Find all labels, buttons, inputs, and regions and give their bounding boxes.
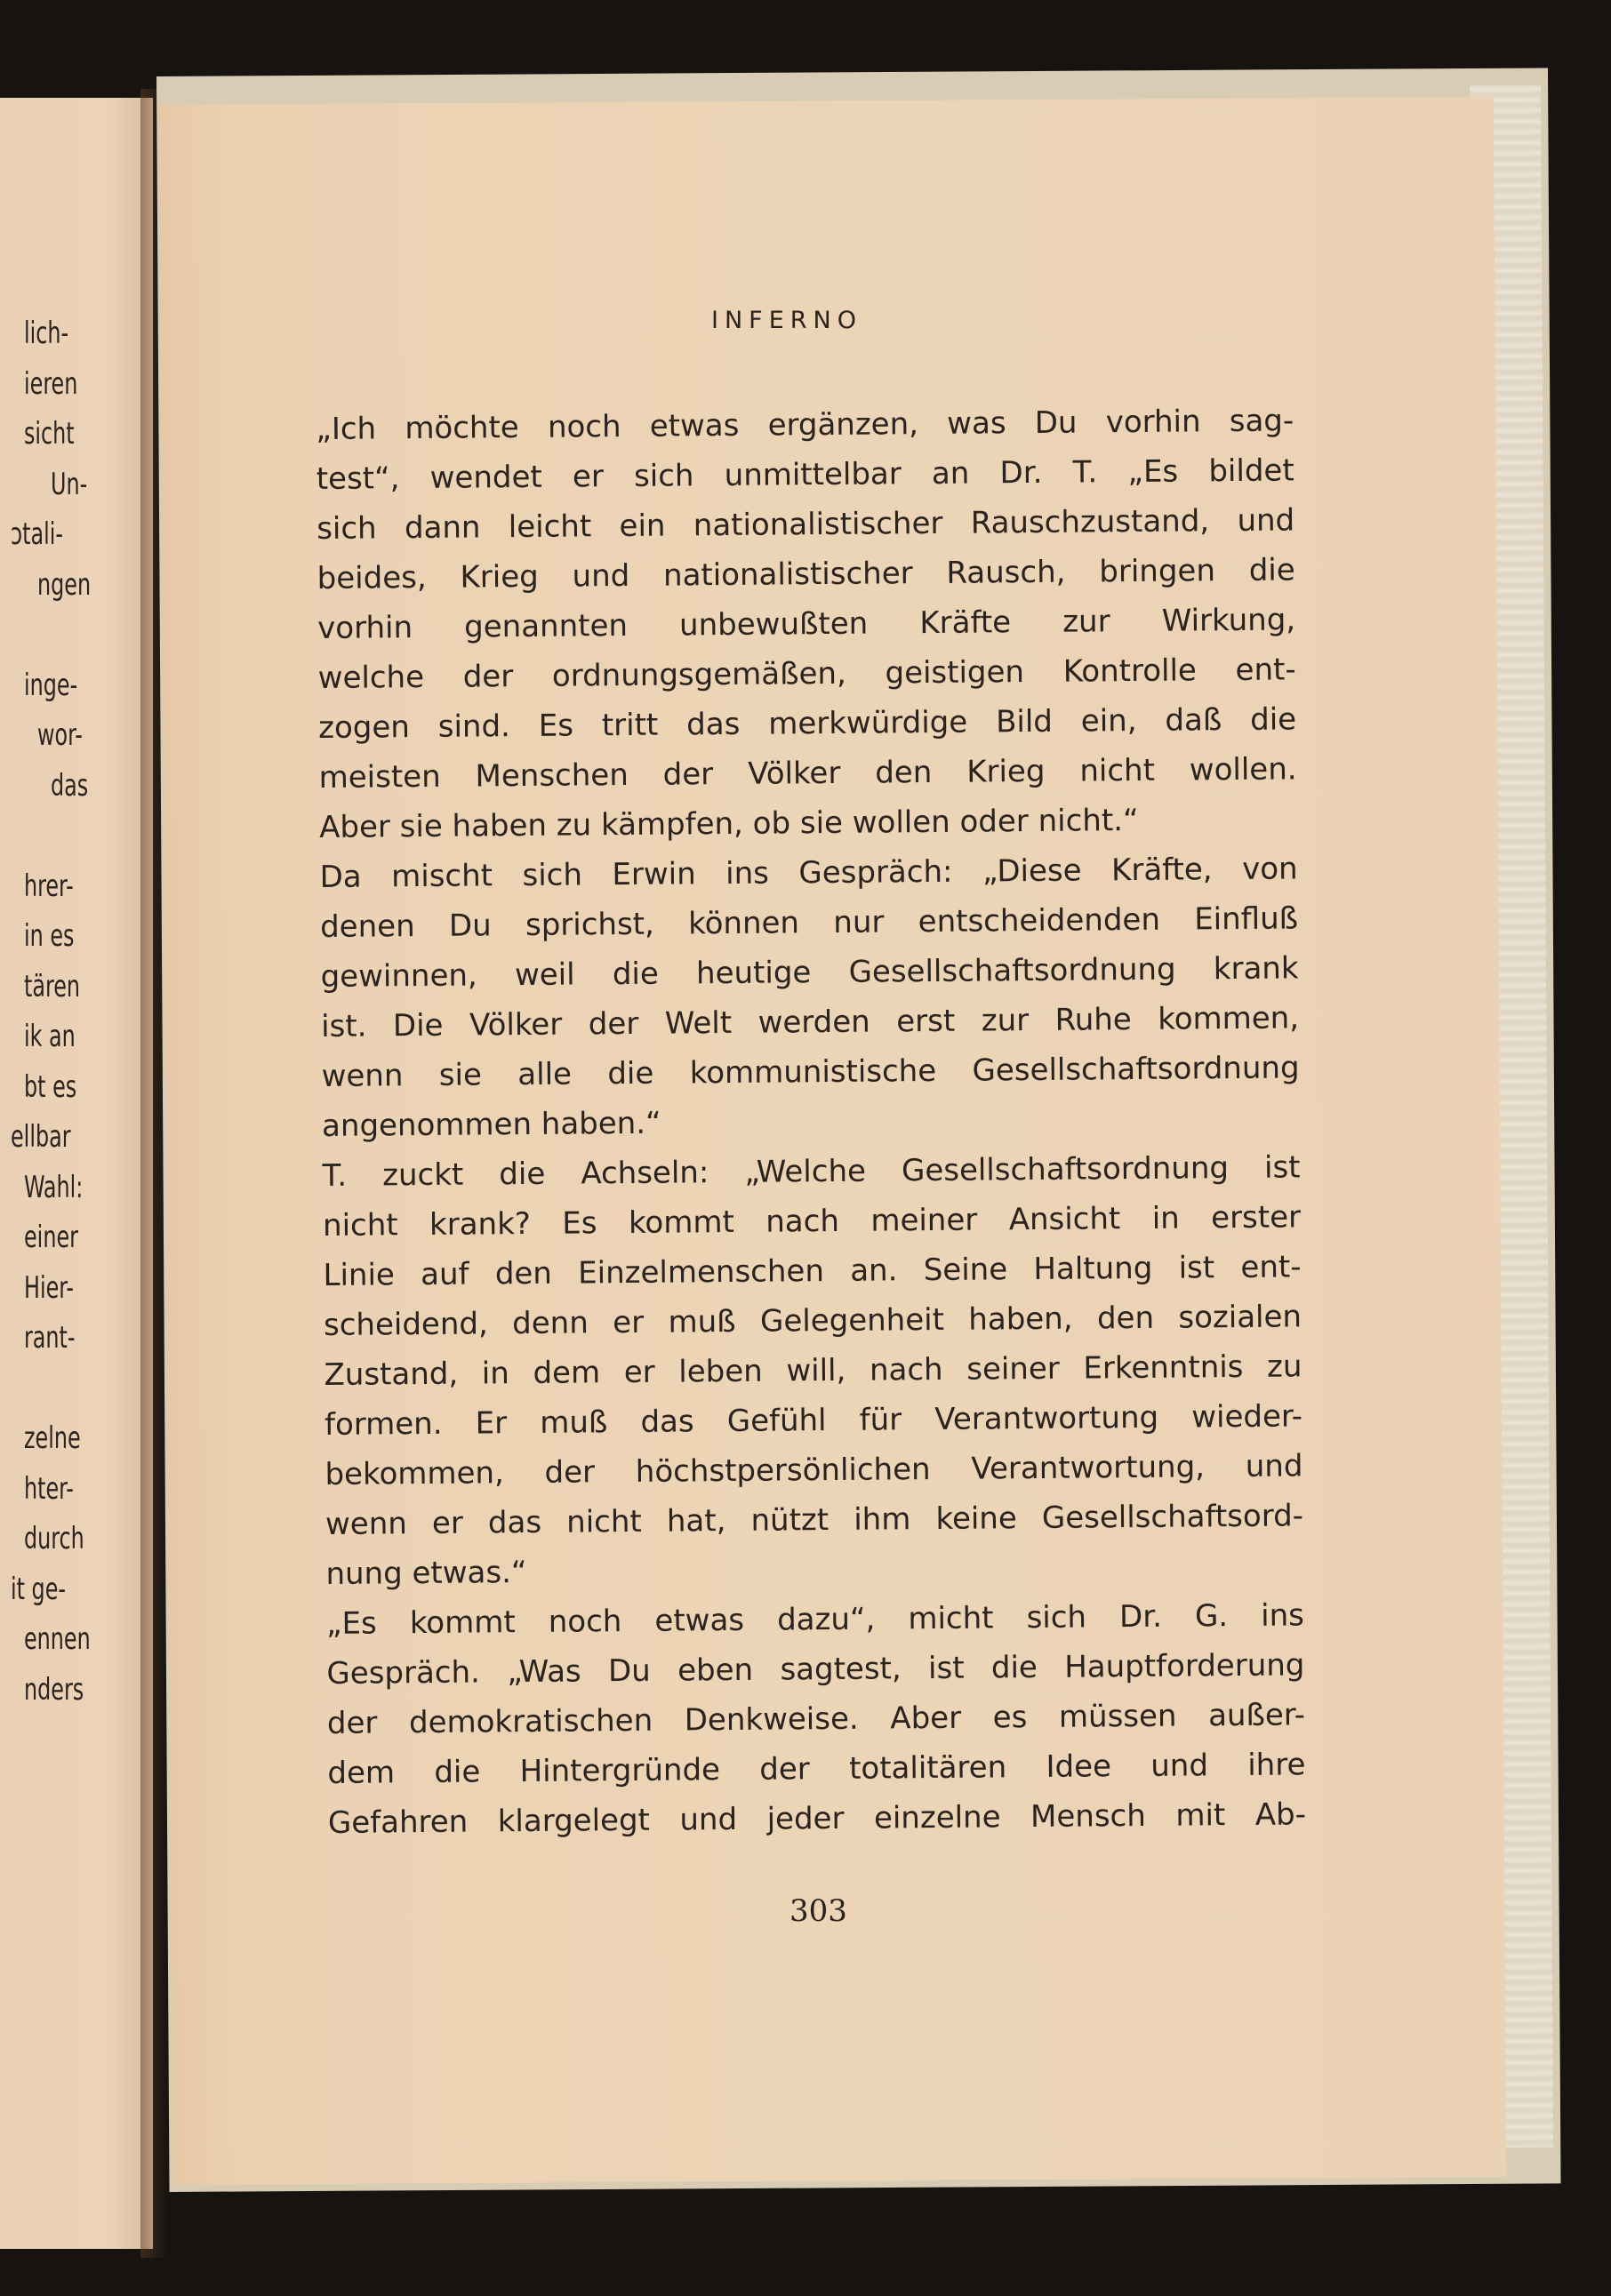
left-page-fragment: ellbar [11,1119,71,1155]
body-text [316,396,1306,1848]
left-page-fragment: inge- [24,667,78,703]
left-page-fragment: bt es [24,1068,77,1105]
left-page-fragment: hter- [24,1470,74,1507]
text-line: ist. Die Völker der Welt werden erst zur Ruhe kommen, [320,1000,1300,1044]
running-header: INFERNO [711,307,862,334]
text-line: beides, Krieg und nationalistischer Rausch, bringen die [317,552,1295,596]
text-line: test“, wendet er sich unmittelbar an Dr. T. „Es bildet [316,452,1294,497]
left-page-fragment: ieren [24,365,78,402]
page-number: 303 [789,1893,847,1929]
left-page-fragment: tären [24,968,81,1004]
text-line: angenommen haben.“ [321,1105,661,1144]
left-page-fragment: Un- [51,466,88,502]
text-line: welche der ordnungsgemäßen, geistigen Kontrolle ent- [317,652,1296,696]
left-page-fragment: durch [24,1521,84,1556]
text-line: vorhin genannten unbewußten Kräfte zur Wirkung, [317,602,1296,646]
left-page-fragment: Hier- [24,1269,74,1306]
text-line: formen. Er muß das Gefühl für Verantwortung wieder- [324,1398,1303,1443]
text-line: zogen sind. Es tritt das merkwürdige Bild ein, daß die [318,701,1297,746]
left-page-fragment: sicht [24,416,75,452]
text-line: wenn er das nicht hat, nützt ihm keine Gesellschaftsord- [325,1498,1304,1542]
text-line: bekommen, der höchstpersönlichen Verantwortung, und [325,1448,1303,1492]
left-page-fragment: zelne [24,1420,81,1456]
text-line: scheidend, denn er muß Gelegenheit haben, den sozialen [323,1299,1302,1343]
text-line: nung etwas.“ [325,1554,527,1592]
left-page-fragment: in es [24,918,75,954]
left-page-fragment: das [51,767,89,804]
left-page-fragment: ennen [24,1621,91,1657]
text-line: T. zuckt die Achseln: „Welche Gesellschaftsordnung ist [322,1149,1301,1194]
left-page-fragment: hrer- [24,868,74,904]
text-line: gewinnen, weil die heutige Gesellschaftsordnung krank [320,950,1299,995]
left-page-fragment: wor- [37,717,83,753]
left-page-fragment: ngen [37,566,92,603]
left-page-fragment: nders [24,1671,84,1708]
left-page [0,98,153,2249]
left-page-fragment: ɔtali- [11,516,63,552]
left-page-fragment: ik an [24,1019,76,1054]
text-line: dem die Hintergründe der totalitären Idee und ihre [327,1747,1306,1791]
text-line: Gefahren klargelegt und jeder einzelne Mensch mit Ab- [327,1796,1307,1841]
left-page-fragment: lich- [24,316,69,351]
text-line: Linie auf den Einzelmenschen an. Seine Haltung ist ent- [323,1249,1302,1293]
left-page-fragment: it ge- [11,1571,67,1607]
text-line: nicht krank? Es kommt nach meiner Ansicht in erster [322,1199,1302,1244]
text-line: Gespräch. „Was Du eben sagtest, ist die Hauptforderung [326,1647,1305,1692]
left-page-fragment: Wahl: [24,1169,84,1205]
text-line: denen Du sprichst, können nur entscheidenden Einfluß [319,900,1299,945]
text-line: Da mischt sich Erwin ins Gespräch: „Diese Kräfte, von [319,851,1298,895]
text-line: „Es kommt noch etwas dazu“, micht sich Dr. G. ins [325,1597,1305,1642]
text-line: Zustand, in dem er leben will, nach seiner Erkenntnis zu [324,1348,1302,1393]
text-line: wenn sie alle die kommunistische Gesellschaftsordnung [321,1050,1300,1094]
text-line: sich dann leicht ein nationalistischer Rauschzustand, und [317,502,1295,547]
text-line: Aber sie haben zu kämpfen, ob sie wollen oder nicht.“ [318,802,1139,845]
left-page-fragment: einer [24,1220,78,1255]
text-line: meisten Menschen der Völker den Krieg nicht wollen. [318,751,1297,796]
text-line: „Ich möchte noch etwas ergänzen, was Du vorhin sag- [316,403,1294,447]
text-line: der demokratischen Denkweise. Aber es müssen außer- [326,1697,1306,1741]
left-page-fragment: rant- [24,1320,76,1356]
